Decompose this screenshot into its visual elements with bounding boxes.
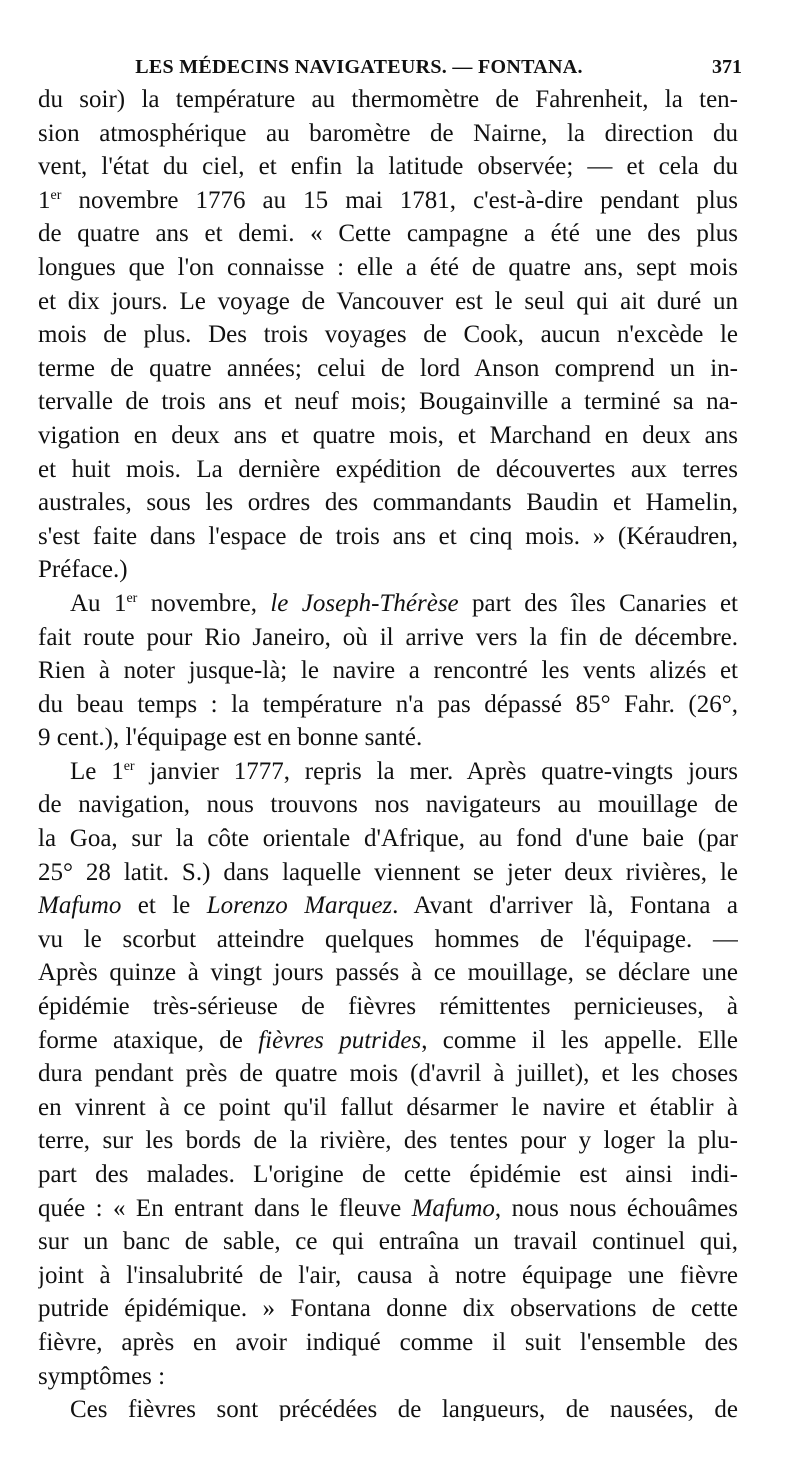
text-line: dura pendant près de quatre mois (d'avril à juillet), et les choses (38, 1060, 738, 1088)
text-line: la Goa, sur la côte orientale d'Afrique, au fond d'une baie (par (38, 825, 738, 853)
running-title: LES MÉDECINS NAVIGATEURS. — FONTANA. (135, 56, 583, 78)
text-run: janvier 1777, repris la mer. Après quatre-vingts jours (134, 757, 738, 785)
text-run: forme ataxique, de (38, 1026, 259, 1054)
superscript: er (126, 590, 138, 606)
text-line (38, 755, 738, 789)
text-line: joint à l'insalubrité de l'air, causa à notre équipage une fièvre (38, 1261, 738, 1289)
text-line: fait route pour Rio Janeiro, où il arrive vers la fin de décembre. (38, 623, 738, 651)
text-line: mois de plus. Des trois voyages de Cook, aucun n'excède le (38, 321, 738, 349)
text-line: tervalle de trois ans et neuf mois; Bougainville a terminé sa na- (38, 388, 738, 416)
text-line (38, 1024, 738, 1058)
text-line: de navigation, nous trouvons nos navigateurs au mouillage de (38, 791, 738, 819)
text-line: vent, l'état du ciel, et enfin la latitude observée; — et cela du (38, 153, 738, 181)
river-name: Mafumo (411, 1194, 495, 1222)
body-text (38, 83, 738, 1421)
river-name: Lorenzo Marquez (206, 892, 393, 920)
text-line: et huit mois. La dernière expédition de découvertes aux terres (38, 455, 738, 483)
text-line: en vinrent à ce point qu'il fallut désarmer le navire et établir à (38, 1093, 738, 1121)
text-line: symptômes : (38, 1362, 166, 1390)
text-line: terre, sur les bords de la rivière, des tentes pour y loger la plu- (38, 1127, 738, 1155)
text-run: et le (121, 892, 207, 920)
text-line: Rien à noter jusque-là; le navire a rencontré les vents alizés et (38, 657, 738, 685)
text-line: vu le scorbut atteindre quelques hommes de l'équipage. — (38, 925, 738, 953)
superscript: er (123, 758, 135, 774)
text-run: Au 1 (70, 589, 127, 617)
text-run: quée : « En entrant dans le fleuve (38, 1194, 412, 1222)
text-line: 9 cent.), l'équipage est en bonne santé. (38, 724, 423, 752)
text-line (38, 587, 738, 621)
text-line (38, 184, 738, 218)
emphasis: fièvres putrides (258, 1026, 422, 1054)
text-line: part des malades. L'origine de cette épidémie est ainsi indi- (38, 1161, 738, 1188)
text-line: s'est faite dans l'espace de trois ans et cinq mois. » (Kéraudren, (38, 522, 738, 550)
text-run: part des îles Canaries et (458, 589, 738, 617)
text-line: de quatre ans et demi. « Cette campagne a été une des plus (38, 220, 738, 248)
text-line: fièvre, après en avoir indiqué comme il suit l'ensemble des (38, 1328, 738, 1356)
superscript: er (50, 187, 62, 203)
text-line: putride épidémique. » Fontana donne dix observations de cette (38, 1295, 738, 1323)
text-line: Après quinze à vingt jours passés à ce mouillage, se déclare une (38, 959, 738, 987)
text-line: et dix jours. Le voyage de Vancouver est le seul qui ait duré un (38, 287, 738, 315)
ship-name: le Joseph-Thérèse (270, 589, 459, 617)
text-line (38, 1192, 738, 1226)
text-line: épidémie très-sérieuse de fièvres rémittentes pernicieuses, à (38, 993, 738, 1021)
text-line: 25° 28 latit. S.) dans laquelle viennent se jeter deux rivières, le (38, 858, 738, 886)
text-line: sion atmosphérique au baromètre de Nairne, la direction du (38, 119, 738, 147)
text-line: australes, sous les ordres des commandants Baudin et Hamelin, (38, 489, 738, 517)
running-head (36, 52, 742, 82)
page-number: 371 (712, 56, 742, 78)
text-line: Préface.) (38, 556, 128, 584)
text-line (38, 889, 738, 923)
text-line: du beau temps : la température n'a pas dépassé 85° Fahr. (26°, (38, 690, 738, 718)
text-run: 1 (38, 186, 51, 214)
text-run: novembre, (137, 589, 271, 617)
text-line: sur un banc de sable, ce qui entraîna un travail continuel qui, (38, 1228, 738, 1256)
text-run: . Avant d'arriver là, Fontana a (392, 892, 738, 920)
text-line: vigation en deux ans et quatre mois, et Marchand en deux ans (38, 421, 738, 449)
text-run: novembre 1776 au 15 mai 1781, c'est-à-dire pendant plus (61, 186, 738, 214)
text-line: du soir) la température au thermomètre de Fahrenheit, la ten- (38, 86, 738, 113)
text-line: Ces fièvres sont précédées de langueurs, de nausées, de (70, 1396, 738, 1422)
text-line: longues que l'on connaisse : elle a été de quatre ans, sept mois (38, 253, 738, 281)
river-name: Mafumo (38, 892, 122, 920)
text-line: terme de quatre années; celui de lord Anson comprend un in- (38, 354, 738, 382)
text-run: Le 1 (70, 757, 124, 785)
text-run: , comme il les appelle. Elle (421, 1026, 738, 1054)
text-run: , nous nous échouâmes (494, 1194, 738, 1222)
